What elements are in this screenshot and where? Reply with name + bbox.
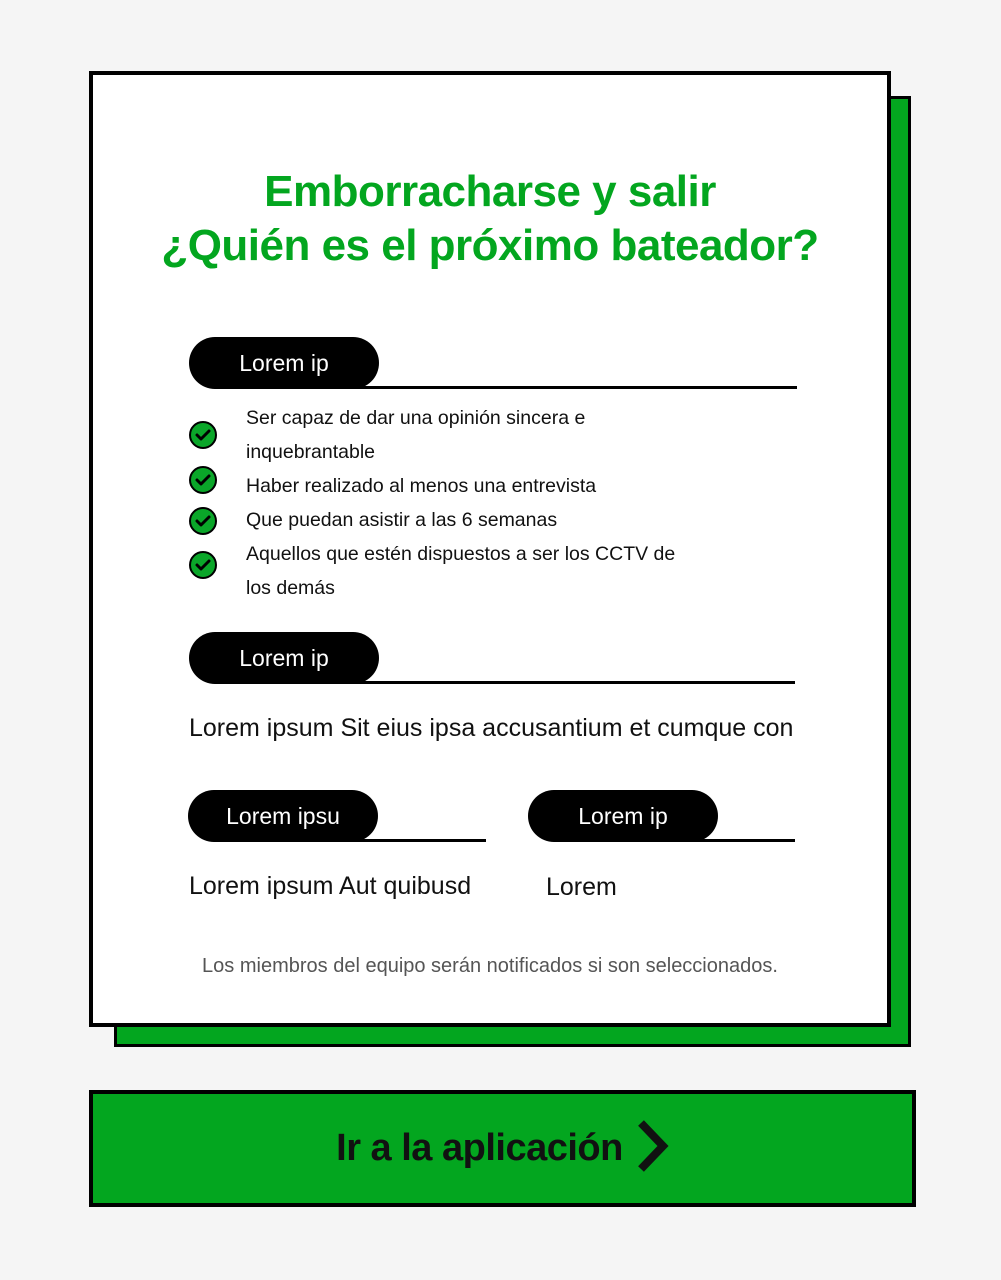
check-circle-icon — [189, 421, 217, 449]
divider — [339, 681, 795, 684]
go-to-app-button[interactable] — [89, 1090, 916, 1207]
footnote: Los miembros del equipo serán notificados si son seleccionados. — [202, 955, 778, 977]
info-card — [89, 71, 891, 1027]
check-circle-icon — [189, 466, 217, 494]
list-item: Haber realizado al menos una entrevista — [189, 469, 709, 503]
check-circle-icon — [189, 507, 217, 535]
list-item: Ser capaz de dar una opinión sincera e inquebrantable — [189, 401, 709, 469]
requirements-list — [189, 405, 709, 605]
title-line-1: Emborracharse y salir — [264, 167, 716, 216]
section-pill: Lorem ipsu — [188, 790, 378, 842]
section-header-left — [188, 790, 486, 842]
description-text: Lorem ipsum Sit eius ipsa accusantium et cumque con — [189, 714, 794, 742]
left-value-text: Lorem ipsum Aut quibusd — [189, 872, 472, 900]
cta-label: Ir a la aplicación — [336, 1127, 623, 1169]
section-header-right — [528, 790, 795, 842]
section-header-description — [189, 632, 795, 684]
section-pill: Lorem ip — [189, 632, 379, 684]
list-item: Que puedan asistir a las 6 semanas — [189, 503, 709, 537]
list-item: Aquellos que estén dispuestos a ser los CCTV de los demás — [189, 537, 709, 605]
divider — [339, 386, 797, 389]
title-line-2: ¿Quién es el próximo bateador? — [161, 221, 819, 270]
page-title — [93, 165, 887, 273]
check-circle-icon — [189, 551, 217, 579]
section-pill: Lorem ip — [528, 790, 718, 842]
right-value-text: Lorem — [546, 873, 617, 901]
section-pill: Lorem ip — [189, 337, 379, 389]
section-header-requirements — [189, 337, 797, 389]
chevron-right-icon — [635, 1120, 669, 1177]
